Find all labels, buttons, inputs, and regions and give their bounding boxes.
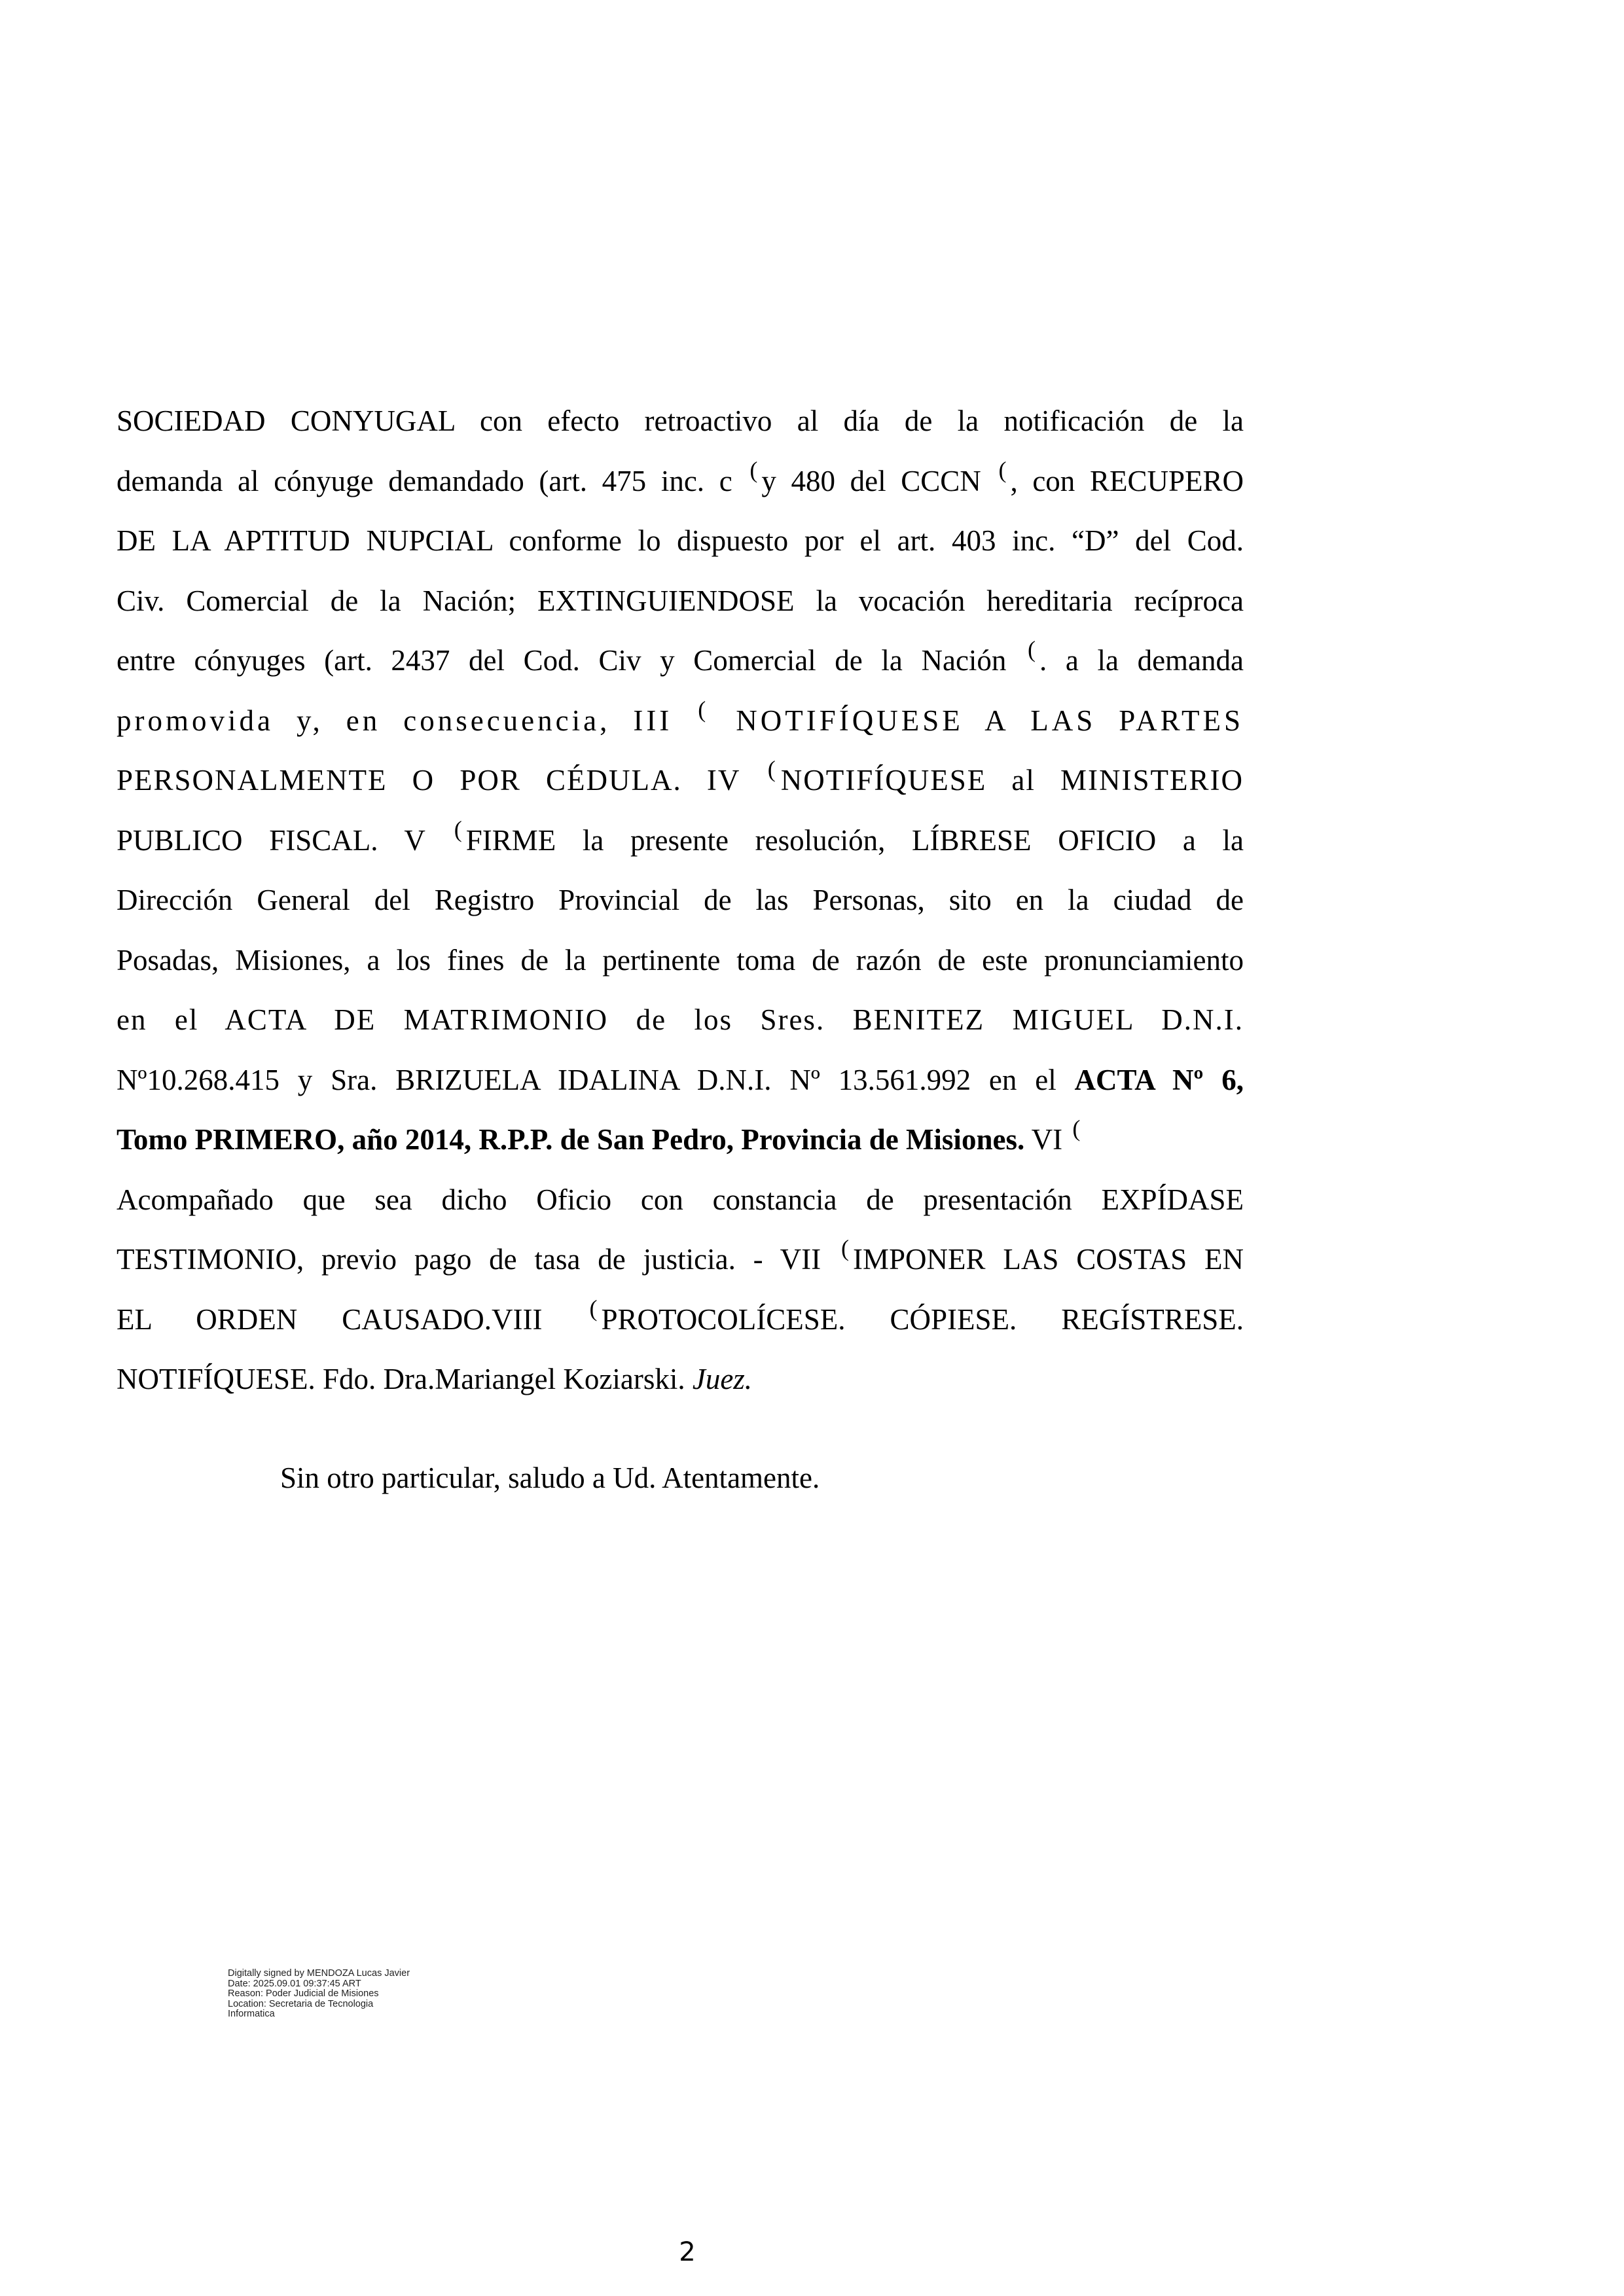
text-line: Tomo PRIMERO, año 2014, R.P.P. de San Pedro, Provincia de Misiones. VI (: [117, 1115, 1081, 1156]
text-line: promovida y, en consecuencia, III ( NOTIFÍQUESE A LAS PARTES: [117, 696, 1244, 737]
text-line: entre cónyuges (art. 2437 del Cod. Civ y Comercial de la Nación ( . a la demanda: [117, 636, 1244, 677]
paren-mark: (: [454, 816, 462, 842]
text-line: TESTIMONIO, previo pago de tasa de justicia. - VII ( IMPONER LAS COSTAS EN: [117, 1235, 1244, 1276]
resolution-text: [117, 391, 1244, 1410]
signature-location: Location: Secretaria de Tecnologia: [228, 1998, 374, 2009]
paren-mark: (: [1028, 636, 1036, 662]
text-line: demanda al cónyuge demandado (art. 475 inc. c ( y 480 del CCCN ( , con RECUPERO: [117, 456, 1244, 497]
paren-mark: (: [767, 756, 777, 782]
signature-location-cont: Informatica: [228, 2009, 275, 2019]
digital-signature-block: [228, 1969, 410, 2020]
text-line: PUBLICO FISCAL. V ( FIRME la presente resolución, LÍBRESE OFICIO a la: [117, 816, 1244, 857]
text-line: DE LA APTITUD NUPCIAL conforme lo dispuesto por el art. 403 inc. “D” del Cod.: [117, 524, 1244, 557]
paren-mark: (: [698, 696, 710, 723]
text-line: en el ACTA DE MATRIMONIO de los Sres. BENITEZ MIGUEL D.N.I.: [117, 1003, 1244, 1036]
text-line: Acompañado que sea dicho Oficio con constancia de presentación EXPÍDASE: [117, 1183, 1244, 1216]
paren-mark: (: [1072, 1115, 1081, 1141]
text-line: PERSONALMENTE O POR CÉDULA. IV ( NOTIFÍQUESE al MINISTERIO: [117, 756, 1244, 797]
page-number: 2: [679, 2237, 696, 2267]
paren-mark: (: [749, 456, 758, 483]
text-line: EL ORDEN CAUSADO.VIII ( PROTOCOLÍCESE. CÓPIESE. REGÍSTRESE.: [117, 1295, 1244, 1336]
text-line: Civ. Comercial de la Nación; EXTINGUIENDOSE la vocación hereditaria recíproca: [117, 584, 1244, 617]
paren-mark: (: [998, 456, 1007, 483]
signature-reason: Reason: Poder Judicial de Misiones: [228, 1988, 379, 1999]
signature-signer: Digitally signed by MENDOZA Lucas Javier: [228, 1968, 410, 1979]
text-line: NOTIFÍQUESE. Fdo. Dra.Mariangel Koziarski. Juez.: [117, 1363, 753, 1395]
signature-date: Date: 2025.09.01 09:37:45 ART: [228, 1978, 361, 1989]
text-line: Dirección General del Registro Provincial de las Personas, sito en la ciudad de: [117, 884, 1244, 916]
text-line: SOCIEDAD CONYUGAL con efecto retroactivo al día de la notificación de la: [117, 404, 1244, 437]
paren-mark: (: [841, 1235, 849, 1261]
closing-salutation: Sin otro particular, saludo a Ud. Atentamente.: [280, 1462, 820, 1494]
paren-mark: (: [589, 1295, 598, 1321]
text-line: Nº10.268.415 y Sra. BRIZUELA IDALINA D.N.I. Nº 13.561.992 en el ACTA Nº 6,: [117, 1063, 1244, 1096]
text-line: Posadas, Misiones, a los fines de la pertinente toma de razón de este pronunciamiento: [117, 943, 1244, 977]
